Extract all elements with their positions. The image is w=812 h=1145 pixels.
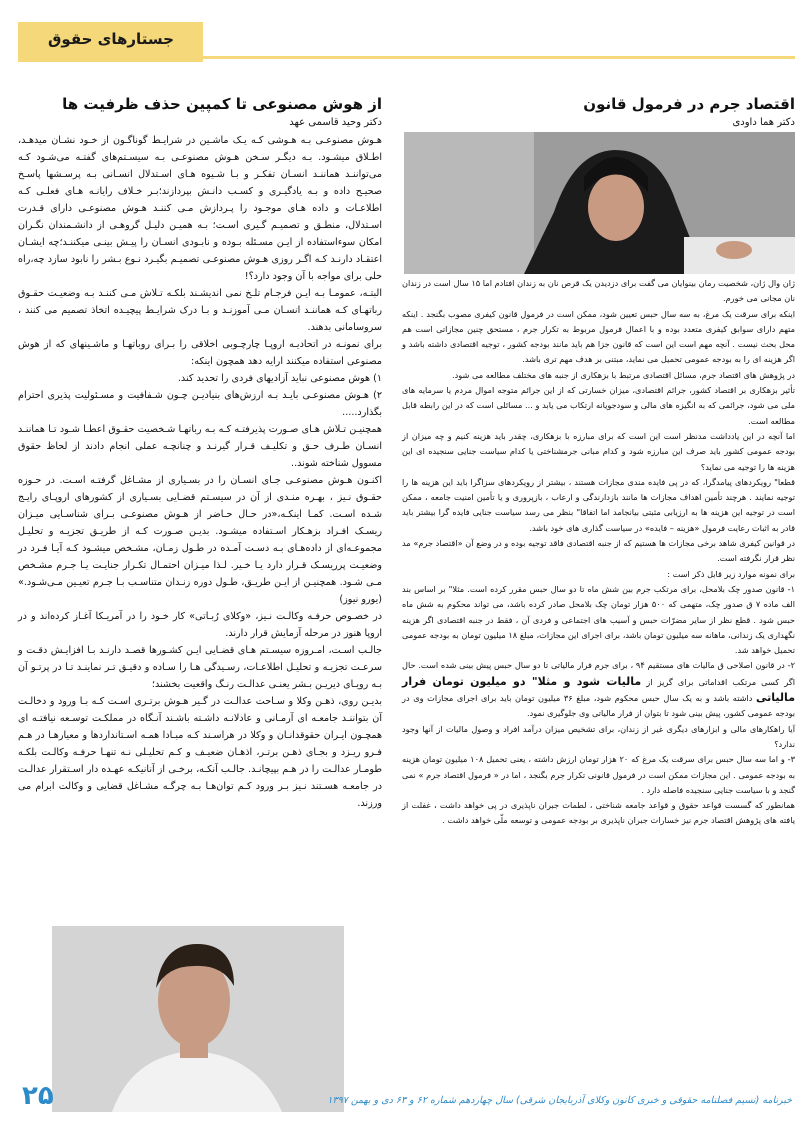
page-footer [0, 1075, 812, 1125]
left-paragraph: جالـب اسـت، امـروزه سیسـتم هـای قضـایی ایـن کشـورها قصـد دارنـد بـا افزایـش دقـت و سرعـت تجزیـه و تحلیـل اطلاعـات، رسـیدگی هـا را سـاده و دقیـق تـر نماینـد تـا در پرتـو آن بـه رویـای دیریـن بـشر یعنـی عدالـت رنـگ واقعیت بخشند؛ [18, 645, 382, 690]
left-article-title: از هوش مصنوعی تا کمپین حذف ظرفیت ها [62, 95, 382, 113]
right-paragraph-text: داشته باشد و به یک سال حبس محکوم شود، مبلغ ۳۶ میلیون تومان باید برای اجرای مجازات وی در بودجه عمومی کشور، پیش بینی شود تا بتوان از فرار مالیاتی وی جلوگیری نمود. [402, 693, 795, 719]
left-paragraph: ۲) هـوش مصنوعـی بایـد بـه ارزش‌های بنیادیـن چـون شـفافیت و مسـئولیت پذیری احترام بگذارد..... [18, 390, 382, 418]
section-header-tab [18, 22, 203, 62]
left-paragraph: همچنیـن تـلاش هـای صـورت پذیرفتـه کـه بـه رباتهـا شـخصیت حقـوق اعطـا شـود تـا هماننـد انسـان طـرف حـق و تکلیـف قـرار گیرنـد و چنانچـه عملی انجام دادند از لحاظ حقوق مسوول شناخته شوند.. [18, 424, 382, 469]
section-title: جستارهای حقوق [48, 30, 174, 48]
right-paragraph: ۱- قانون صدور چک بلامحل، برای مرتکب جرم بین شش ماه تا دو سال حبس مقرر کرده است. مثلا" بر اساس بند الف ماده ۷ ق صدور چک، متهمی که ۵۰۰ هزار تومان چک بلامحل صادر کرده باشد، می تواند محکوم به شش ماه حبس شود . قطع نظر از سایر مضرّات حبس و آسیب های اجتماعی و فردی آن ، فقط در جنبه اقتصادی اگر هزینه نگهداری یک زندانی، ماهانه سه میلیون تومان باشد، برای اجرای این مجازات، مبلغ ۱۸ میلیون تومان به بودجه عمومی تحمیل خواهد شد. [402, 583, 795, 656]
right-paragraph: همانطور که گسست قواعد حقوق و قواعد جامعه شناختی ، لطمات جبران ناپذیری در پی خواهد داشت ، غفلت از یافته های پژوهش اقتصاد جرم نیز خسارات جبران ناپذیری بر بودجه عمومی و توسعه ملّی خواهد داشت . [402, 800, 795, 826]
right-paragraph [402, 658, 795, 721]
right-paragraph: ژان وال ژان، شخصیت رمان بینوایان می گفت برای دزدیدن یک قرص نان به زندان افتادم اما ۱۵ سال است در زندان نان مجانی می خورم. [402, 278, 795, 304]
right-paragraph: برای نمونه موارد زیر قابل ذکر است : [667, 568, 795, 579]
left-paragraph: برای نمونـه در اتحادیـه اروپـا چارچـوبی اخلاقی را بـرای روباتهـا و ماشـینهای که از هوش مصنوعی استفاده میکنند ارایه دهد همچون اینکه: [18, 339, 382, 367]
right-article-title: اقتصاد جرم در فرمول قانون [583, 95, 795, 113]
right-paragraph: قطعا" رویکردهای پیامدگرا، که در پی فایده مندی مجازات هستند ، بیشتر از رویکردهای سزاگرا باید این هزینه ها را توجیه نمایند . هرچند تأمین اهداف مجازات ها مانند بازدارندگی و ارعاب ، بازپروری و یا تأمین امنیت جامعه ، ممکن است در توجیه این هزینه ها به ارزیابی مثبتی بیانجامد اما اتفاقا" بنظر می رسد سیاست جنایی فایده گرا بیشتر باید قادر به اثبات رعایت فرمول «هزینه – فایده» در سیاست گذاری های خود باشد. [402, 476, 795, 533]
right-paragraph: در پژوهش های اقتصاد جرم، مسائل اقتصادی مرتبط با بزهکاری از جنبه های مختلف مطالعه می شود. [452, 369, 795, 380]
right-paragraph: اما آنچه در این یادداشت مدنظر است این است که برای مبارزه با بزهکاری، چقدر باید هزینه کنیم و چه میزان از بودجه عمومی کشور باید صرف این مبارزه شود و کدام مبانی جرمشناختی یا کدام سیاست جنایی سنجیده ای این هزینه ها را توجیه می نماید؟ [402, 430, 795, 472]
left-paragraph: بدیـن روی، ذهـن وکلا و سـاحت عدالـت در گـیر هـوش برتـری اسـت کـه بـا ورود و دخالـت آن بتواننـد جامعـه ای آرمـانی و عادلانـه داشـته باشـند آنـگاه در مملکـت توسـعه نیافتـه ای همچـون ایـران حقوقدانـان و وکلا در هراسـند کـه مبـادا همـه اسـتانداردها و معیارهـا در هـم فـرو ریـزد و بجـای ذهـن برتـر، اذهـان ضعیـف و کـم تحلیـلی نـه تنهـا حرفـه وکالـت بلکـه طومـار عدالـت را در هـم بپیچانـد. جالـب آنکـه، برخـی از آنانیکـه عهـده دار اسـتقرار عدالـت در جامعـه هسـتند نـیز بـر ورود کـم توان‌هـا بـه چرگـه مشـاغل قضایی و وکالت ابرام می ورزند. [18, 696, 382, 809]
portrait-photo-woman [404, 132, 795, 274]
right-paragraph: تأثیر بزهکاری بر اقتصاد کشور، جرائم اقتصادی، میزان خسارتی که از این جرائم متوجه اموال مردم یا سرمایه های ملی می شود، جرائمی که به انگیزه های مالی و سودجویانه ارتکاب می یابد و ... مسائلی است که در این رابطه قابل مطالعه است. [402, 385, 795, 426]
left-paragraph: اکنـون هـوش مصنوعـی جـای انسـان را در بسـیاری از مشـاغل گرفتـه اسـت. در حـوزه حقـوق نـیز ، بهـره منـدی از آن در سیسـتم قضـایی بسـیاری از کشورهای اروپـای رایـج شـده اسـت. کمـا اینکـه،«در حـال حـاضر از هـوش مصنوعـی بـرای شناسـایی میـزان ریسـک افـراد بزهـکار اسـتفاده میشـود. بدیـن صـورت کـه از طریـق تجزیـه و تحلیـل مجموعـه‌ای از داده‌هـای بـه دسـت آمـده در طـول زمـان، مشـخص میشـود کـه آیـا فـرد در وضعیـت پرریسـک قـرار دارد یـا خـیر. لـذا میـزان احتمـال تکـرار جنایـت یـا جـرم مشـخص مـی شـود. همچنیـن از ایـن طریـق، طـول دوره زنـدان متناسـب بـا جـرم تعیـین مـی‌شـود.» (یورو نیوز) [18, 475, 382, 605]
left-paragraph: ۱) هوش مصنوعی نباید آزادیهای فردی را تحدید کند. [177, 373, 382, 384]
right-paragraph: آیا راهکارهای مالی و ابزارهای دیگری غیر از زندان، برای تشخیص میزان درآمد افراد و وصول مالیات از آنها وجود ندارد؟ [402, 723, 795, 749]
right-paragraph-text: ۲- در قانون اصلاحی ق مالیات های مستقیم ۹۴ ، برای جرم فرار مالیاتی تا دو سال حبس پیش بینی شده است. حال اگر کسی مرتکب اقداماتی برای گریز از [402, 660, 795, 687]
left-article-author: دکتر وحید قاسمی عهد [289, 117, 382, 128]
left-paragraph: البتـه، عمومـا بـه ایـن فرجـام تلـخ نمی اندیشـند بلکـه تـلاش مـی کننـد بـه وضعیـت حقـوق رباتهـای کـه هماننـد انسـان مـی آموزنـد و بـا درک شرایـط پیچیـده اتخاذ تصمیم می کنند ، سروسامانی بدهند. [18, 288, 382, 333]
header-rule [203, 56, 795, 59]
right-paragraph: ۳- و اما سه سال حبس برای سرقت یک مرغ که ۲۰ هزار تومان ارزش داشته ، یعنی تحمیل ۱۰۸ میلیون تومان هزینه به بودجه عمومی . این مجازات ممکن است در فرمول قانونی تکرار جرم بگنجد ، اما در « فرمول اقتصاد جرم » نمی گنجد و با سیاست جنایی سنجیده فاصله دارد . [402, 754, 795, 795]
emphasized-text: مالیات شود و مثلا" دو میلیون تومان فرار مالیاتی [402, 674, 795, 705]
left-article [18, 95, 382, 812]
publication-info: خبرنامه (نسیم فصلنامه حقوقی و خبری کانون وکلای آذربایجان شرقی) سال چهاردهم شماره ۶۲ و ۶۳ دی و بهمن ۱۳۹۷ [327, 1095, 792, 1106]
section-header [0, 22, 812, 62]
left-paragraph: هـوش مصنوعـی بـه هـوشی کـه یـک ماشـین در شرایـط گوناگـون از خـود نشـان میدهـد، اطـلاق میشـود. بـه دیگـر سـخن هـوش مصنوعـی بـه سیسـتم‌های گفتـه می‌شـود کـه می‌تواننـد هماننـد انسـان تفکـر و بـا شـیوه هـای اسـتدلال انسـانی بـه پرسـشها پاسـخ صحیـح داده و بـه یادگیـری و کسـب دانـش بپردازند؛بـر خـلاف رایانـه هـای فعلـی کـه اطلاعـات و داده هـای موجـود را پـردازش مـی کننـد هـوش مصنوعـی دارای قـدرت اسـتدلال، منطـق و تصمیـم گـیری اسـت؛ بـه همیـن دلیـل گروهـی از دانشـمندان نگـران امکان سوءاستفاده از ایـن مسـئله بـوده و نابـودی انسـان را پیـش بینـی میکننـد؛چه ایشـان اعتقـاد دارنـد کـه اگـر روزی هـوش مصنوعـی تصمیـم بگیـرد نـوع بـشر را نابود سازد چه،راه حلی برای مواجه با آن وجود دارد؟! [18, 135, 382, 282]
page-number: ۲۵ [22, 1081, 54, 1111]
right-article-author: دکتر هما داودی [732, 117, 795, 128]
left-paragraph: در خصـوص حرفـه وکالـت نـیز، «وکلای رُبـاتی» کار خـود را در آمریـکا آغـاز کرده‌اند و در اروپا هنوز در مرحله آزمایش قرار دارند. [18, 611, 382, 639]
right-article [402, 95, 795, 829]
right-paragraph: در قوانین کیفری شاهد برخی مجازات ها هستیم که از جنبه اقتصادی فاقد توجیه بوده و در وضع آن «اقتصاد جرم» مد نظر قرار نگرفته است. [402, 538, 795, 564]
right-paragraph: اینکه برای سرقت یک مرغ، به سه سال حبس تعیین شود، ممکن است در فرمول قانون کیفری مصوب بگنجد . اینکه متهم دارای سوابق کیفری متعدد بوده و با اعمال فرمول مربوط به تکرار جرم ، مستحق چنین مجازاتی است هم محل بحث نیست . آنچه مهم است این است که قانون جزا هم باید مانند بودجه کشور ، توجیه اقتصادی داشته باشد و اگر هزینه ای را به بودجه عمومی تحمیل می نماید، مبتنی بر هدف مهم تری باشد. [402, 308, 795, 365]
